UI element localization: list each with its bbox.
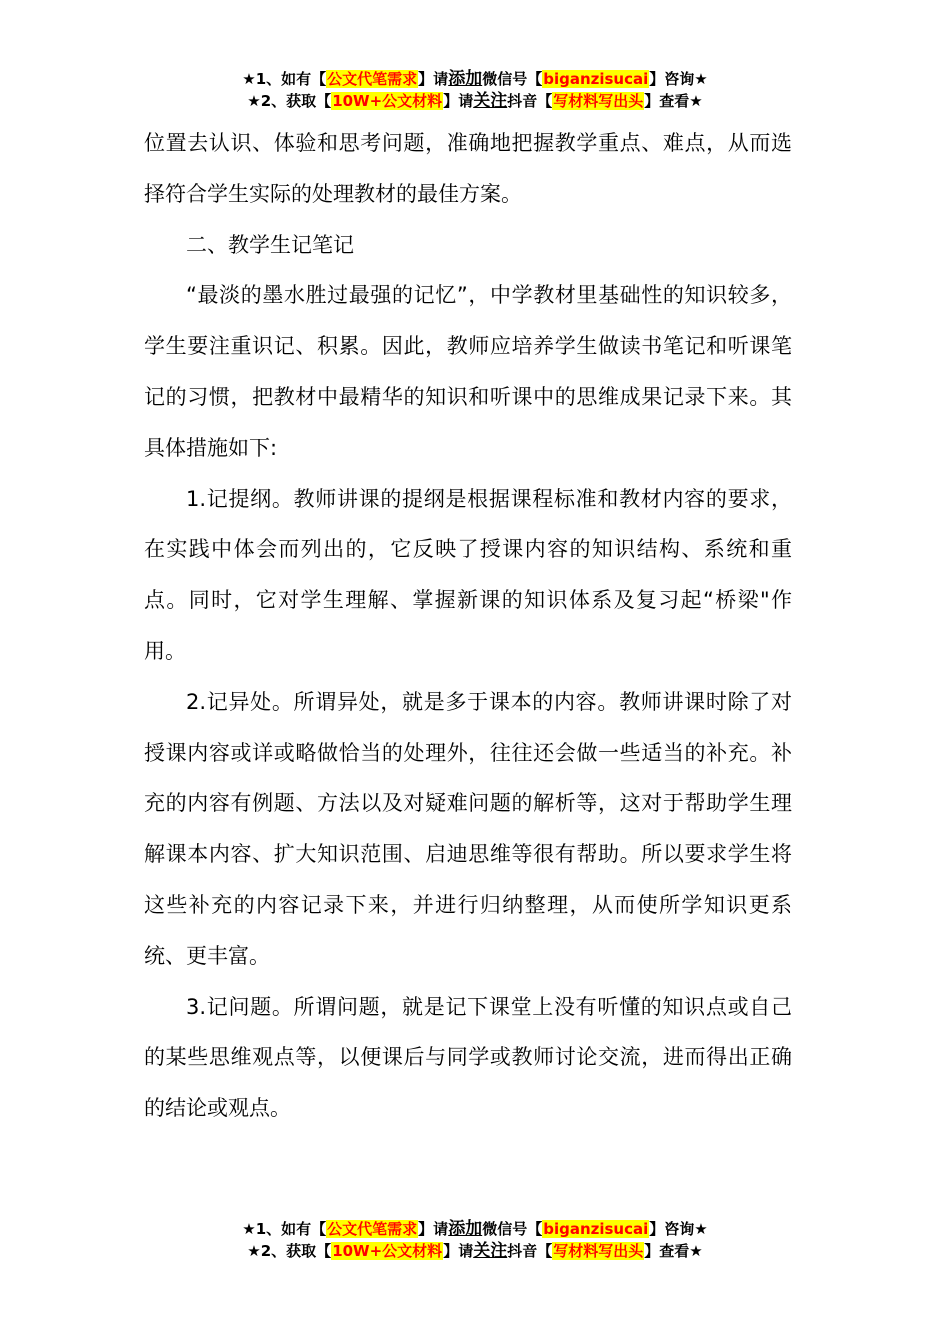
banner-line-2 <box>0 90 950 112</box>
banner-line-1 <box>0 1218 950 1240</box>
document-body <box>144 118 792 1134</box>
footer-banner <box>0 1218 950 1262</box>
emphasis-text: 添加 <box>448 1219 483 1239</box>
highlight-materials: 10W+公文材料 <box>332 92 443 110</box>
banner-line-1 <box>0 68 950 90</box>
banner-text: 抖音【 <box>507 1242 553 1260</box>
highlight-douyin-account: 写材料写出头 <box>553 92 644 110</box>
section-heading: 二、教学生记笔记 <box>186 232 354 257</box>
emphasis-text: 关注 <box>473 91 508 111</box>
banner-text: 】请 <box>418 70 449 88</box>
banner-text: 】查看★ <box>644 92 703 110</box>
banner-text: ★1、如有【 <box>242 1220 327 1238</box>
banner-text: 】咨询★ <box>649 1220 708 1238</box>
banner-text: 微信号【 <box>482 1220 543 1238</box>
banner-line-2 <box>0 1240 950 1262</box>
banner-text: ★2、获取【 <box>247 1242 332 1260</box>
highlight-douyin-account: 写材料写出头 <box>553 1242 644 1260</box>
highlight-materials: 10W+公文材料 <box>332 1242 443 1260</box>
banner-text: 微信号【 <box>482 70 543 88</box>
paragraph: 位置去认识、体验和思考问题，准确地把握教学重点、难点，从而选择符合学生实际的处理教材的最佳方案。 <box>144 131 792 206</box>
header-banner <box>0 68 950 112</box>
banner-text: ★2、获取【 <box>247 92 332 110</box>
banner-text: ★1、如有【 <box>242 70 327 88</box>
paragraph: 2.记异处。所谓异处，就是多于课本的内容。教师讲课时除了对授课内容或详或略做恰当的处理外，往往还会做一些适当的补充。补充的内容有例题、方法以及对疑难问题的解析等，这对于帮助学生理解课本内容、扩大知识范围、启迪思维等很有帮助。所以要求学生将这些补充的内容记录下来，并进行归纳整理，从而使所学知识更系统、更丰富。 <box>144 689 792 968</box>
banner-text: 】查看★ <box>644 1242 703 1260</box>
paragraph: 1.记提纲。教师讲课的提纲是根据课程标准和教材内容的要求，在实践中体会而列出的，它反映了授课内容的知识结构、系统和重点。同时，它对学生理解、掌握新课的知识体系及复习起“桥梁"作用。 <box>144 486 792 663</box>
banner-text: 抖音【 <box>507 92 553 110</box>
banner-text: 】咨询★ <box>649 70 708 88</box>
highlight-wechat-id: biganzisucai <box>543 1220 649 1238</box>
emphasis-text: 关注 <box>473 1241 508 1261</box>
paragraph: 3.记问题。所谓问题，就是记下课堂上没有听懂的知识点或自己的某些思维观点等，以便课后与同学或教师讨论交流，进而得出正确的结论或观点。 <box>144 994 792 1121</box>
highlight-service: 公文代笔需求 <box>327 70 418 88</box>
paragraph: “最淡的墨水胜过最强的记忆”，中学教材里基础性的知识较多，学生要注重识记、积累。因此，教师应培养学生做读书笔记和听课笔记的习惯，把教材中最精华的知识和听课中的思维成果记录下来。其具体措施如下: <box>144 283 792 460</box>
emphasis-text: 添加 <box>448 69 483 89</box>
banner-text: 】请 <box>443 92 474 110</box>
highlight-wechat-id: biganzisucai <box>543 70 649 88</box>
banner-text: 】请 <box>443 1242 474 1260</box>
banner-text: 】请 <box>418 1220 449 1238</box>
highlight-service: 公文代笔需求 <box>327 1220 418 1238</box>
